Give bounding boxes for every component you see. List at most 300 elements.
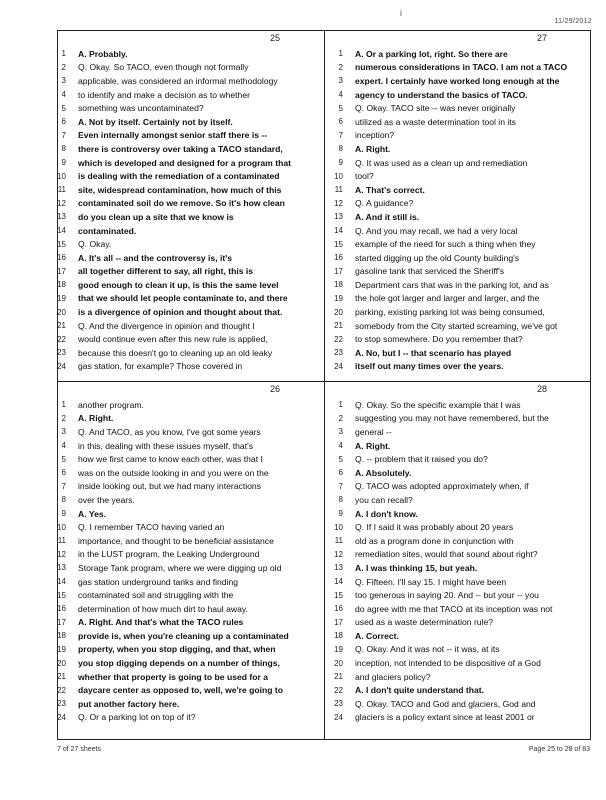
line-number: 8 (61, 495, 66, 505)
transcript-line (325, 643, 591, 657)
line-number: 19 (334, 644, 343, 654)
line-text: A. I don't know. (355, 508, 418, 519)
line-number: 5 (61, 103, 66, 113)
line-text: A. It's all -- and the controversy is, it's (78, 252, 233, 263)
transcript-line (58, 278, 324, 292)
line-number: 21 (334, 321, 343, 331)
line-text: started digging up the old County building's (355, 252, 520, 263)
page-quadrant (58, 382, 324, 732)
transcript-line (325, 74, 591, 88)
line-number: 22 (334, 685, 343, 695)
transcript-line (325, 629, 591, 643)
line-text: remediation sites, would that sound about right? (355, 549, 538, 560)
transcript-line (58, 561, 324, 575)
line-text: A. That's correct. (355, 184, 425, 195)
transcript-line (325, 466, 591, 480)
line-number: 23 (57, 348, 66, 358)
transcript-line (325, 278, 591, 292)
line-text: Q. And the divergence in opinion and thought I (78, 320, 255, 331)
line-number: 10 (57, 522, 66, 532)
line-number: 18 (334, 280, 343, 290)
transcript-line (325, 210, 591, 224)
line-number: 16 (57, 253, 66, 263)
line-number: 24 (57, 361, 66, 371)
line-number: 5 (61, 454, 66, 464)
line-number: 5 (338, 103, 343, 113)
line-text: gas station underground tanks and finding (78, 576, 239, 587)
line-number: 9 (61, 158, 66, 168)
line-number: 12 (57, 198, 66, 208)
line-text: do you clean up a site that we know is (78, 211, 234, 222)
line-text: Q. And you may recall, we had a very local (355, 225, 518, 236)
line-text: gas station, for example? Those covered in (78, 361, 243, 372)
line-number: 2 (61, 413, 66, 423)
line-number: 15 (334, 239, 343, 249)
line-number: 13 (334, 212, 343, 222)
line-text: Q. Okay. And it was not -- it was, at its (355, 644, 500, 655)
transcript-line (325, 575, 591, 589)
transcript-line (58, 210, 324, 224)
transcript-line (325, 507, 591, 521)
transcript-line (325, 332, 591, 346)
transcript-line (58, 169, 324, 183)
transcript-line (325, 169, 591, 183)
line-text: A. I don't quite understand that. (355, 685, 485, 696)
line-number: 22 (334, 334, 343, 344)
line-text: used as a waste determination rule? (355, 617, 494, 628)
page-range: Page 25 to 28 of 83 (528, 746, 590, 753)
line-text: Department cars that was in the parking lot, and as (355, 279, 549, 290)
line-text: A. Not by itself. Certainly not by itself. (78, 116, 233, 127)
line-text: to stop somewhere. Do you remember that? (355, 334, 523, 345)
transcript-line (58, 183, 324, 197)
line-number: 14 (57, 577, 66, 587)
line-text: there is controversy over taking a TACO standard, (78, 143, 283, 154)
transcript-line (325, 683, 591, 697)
line-number: 3 (338, 76, 343, 86)
line-number: 1 (338, 400, 343, 410)
line-text: A. Absolutely. (355, 467, 412, 478)
transcript-line (325, 319, 591, 333)
line-number: 2 (338, 62, 343, 72)
line-text: is dealing with the remediation of a contaminated (78, 171, 280, 182)
line-number: 4 (338, 90, 343, 100)
top-mark: i (400, 8, 402, 18)
line-number: 3 (338, 427, 343, 437)
line-text: parking, existing parking lot was being consumed, (355, 307, 545, 318)
transcript-line (58, 88, 324, 102)
line-number: 16 (334, 604, 343, 614)
line-text: contaminated soil do we remove. So it's how clean (78, 198, 285, 209)
line-number: 18 (57, 280, 66, 290)
line-text: Even internally amongst senior staff there is -- (78, 130, 268, 141)
line-number: 19 (57, 644, 66, 654)
line-text: utilized as a waste determination tool in its (355, 116, 516, 127)
line-number: 14 (334, 226, 343, 236)
transcript-line (58, 412, 324, 426)
line-text: agency to understand the basics of TACO. (355, 89, 528, 100)
transcript-line (325, 480, 591, 494)
line-text: gasoline tank that serviced the Sheriff's (355, 266, 505, 277)
line-number: 7 (61, 481, 66, 491)
transcript-line (325, 616, 591, 630)
transcript-line (58, 493, 324, 507)
line-text: old as a program done in conjunction with (355, 535, 514, 546)
line-text: the hole got larger and larger and larger, and the (355, 293, 540, 304)
line-text: A. Probably. (78, 48, 128, 59)
line-text: too generous in saying 20. And -- but your -- you (355, 590, 539, 601)
page-number: 27 (536, 33, 547, 43)
line-number: 17 (57, 266, 66, 276)
line-number: 20 (334, 307, 343, 317)
line-text: determination of how much dirt to haul away. (78, 603, 248, 614)
transcript-line (58, 452, 324, 466)
transcript-line (58, 683, 324, 697)
line-text: in the LUST program, the Leaking Underground (78, 549, 260, 560)
line-number: 21 (57, 321, 66, 331)
line-text: would continue even after this new rule is applied, (78, 334, 268, 345)
line-text: A. Correct. (355, 630, 399, 641)
line-text: importance, and thought to be beneficial assistance (78, 535, 274, 546)
transcript-line (325, 265, 591, 279)
line-text: A. Right. (78, 413, 114, 424)
line-number: 24 (334, 361, 343, 371)
line-number: 10 (57, 171, 66, 181)
line-text: itself out many times over the years. (355, 361, 504, 372)
transcript-line (58, 142, 324, 156)
line-number: 23 (334, 699, 343, 709)
line-number: 16 (334, 253, 343, 263)
transcript-line (58, 115, 324, 129)
transcript-line (325, 561, 591, 575)
transcript-lines (325, 398, 591, 724)
line-text: A. Yes. (78, 508, 107, 519)
line-number: 17 (57, 617, 66, 627)
line-text: was on the outside looking in and you were on the (78, 467, 269, 478)
line-text: you stop digging depends on a number of things, (78, 658, 280, 669)
transcript-line (325, 183, 591, 197)
line-number: 15 (57, 590, 66, 600)
line-number: 23 (334, 348, 343, 358)
transcript-line (325, 292, 591, 306)
transcript-line (58, 101, 324, 115)
line-number: 20 (57, 658, 66, 668)
line-text: put another factory here. (78, 698, 180, 709)
line-number: 15 (57, 239, 66, 249)
transcript-line (58, 670, 324, 684)
line-number: 7 (338, 481, 343, 491)
line-text: inside looking out, but we had many interactions (78, 481, 261, 492)
transcript-line (58, 643, 324, 657)
line-text: applicable, was considered an informal methodology (78, 75, 278, 86)
line-number: 12 (334, 198, 343, 208)
transcript-line (58, 224, 324, 238)
line-text: which is developed and designed for a program that (78, 157, 291, 168)
line-text: to identify and make a decision as to whether (78, 89, 250, 100)
transcript-line (325, 115, 591, 129)
line-text: Q. Okay. (78, 239, 112, 250)
line-number: 22 (57, 334, 66, 344)
transcript-line (325, 548, 591, 562)
transcript-line (325, 425, 591, 439)
transcript-line (58, 47, 324, 61)
line-number: 17 (334, 266, 343, 276)
line-number: 3 (61, 76, 66, 86)
line-text: A. Right. (355, 143, 391, 154)
line-number: 17 (334, 617, 343, 627)
transcript-line (325, 412, 591, 426)
transcript-line (58, 156, 324, 170)
line-text: A. Or a parking lot, right. So there are (355, 48, 508, 59)
transcript-line (58, 575, 324, 589)
line-number: 11 (334, 185, 343, 195)
transcript-line (325, 602, 591, 616)
line-text: Q. And TACO, as you know, I've got some years (78, 426, 261, 437)
line-text: A. I was thinking 15, but yeah. (355, 562, 478, 573)
line-text: another program. (78, 399, 144, 410)
line-text: how we first came to know each other, was that I (78, 454, 263, 465)
line-text: do agree with me that TACO at its inception was not (355, 603, 553, 614)
line-number: 20 (57, 307, 66, 317)
transcript-line (58, 656, 324, 670)
line-text: site, widespread contamination, how much of this (78, 184, 282, 195)
line-text: whether that property is going to be used for a (78, 671, 269, 682)
line-text: Q. If I said it was probably about 20 years (355, 522, 514, 533)
line-number: 18 (57, 631, 66, 641)
line-text: all together different to say, all right, this is (78, 266, 254, 277)
line-text: daycare center as opposed to, well, we're going to (78, 685, 284, 696)
transcript-line (58, 466, 324, 480)
transcript-line (58, 305, 324, 319)
line-number: 8 (338, 495, 343, 505)
transcript-line (58, 520, 324, 534)
transcript-line (58, 237, 324, 251)
transcript-line (325, 305, 591, 319)
line-text: Q. -- problem that it raised you do? (355, 454, 488, 465)
line-number: 2 (338, 413, 343, 423)
transcript-line (325, 656, 591, 670)
line-number: 7 (61, 130, 66, 140)
line-number: 21 (334, 672, 343, 682)
transcript-line (325, 346, 591, 360)
transcript-line (325, 224, 591, 238)
line-number: 13 (57, 563, 66, 573)
line-number: 11 (57, 185, 66, 195)
transcript-line (58, 74, 324, 88)
line-text: property, when you stop digging, and that, when (78, 644, 276, 655)
line-text: good enough to clean it up, is this the same level (78, 279, 279, 290)
line-text: Q. Or a parking lot on top of it? (78, 712, 196, 723)
line-number: 9 (338, 158, 343, 168)
line-text: A. Right. And that's what the TACO rules (78, 617, 244, 628)
page-number: 25 (269, 33, 280, 43)
page-quadrant (325, 31, 591, 381)
line-number: 11 (334, 536, 343, 546)
transcript-line (58, 439, 324, 453)
line-number: 3 (61, 427, 66, 437)
line-text: inception, not intended to be dispositive of a God (355, 658, 541, 669)
transcript-line (58, 265, 324, 279)
line-text: suggesting you may not have remembered, but the (355, 413, 549, 424)
transcript-line (325, 670, 591, 684)
transcript-line (58, 534, 324, 548)
line-number: 24 (57, 712, 66, 722)
transcript-line (58, 332, 324, 346)
transcript-line (325, 61, 591, 75)
transcript-line (58, 398, 324, 412)
line-text: Q. TACO was adopted approximately when, if (355, 481, 529, 492)
line-text: contaminated. (78, 225, 137, 236)
transcript-line (58, 346, 324, 360)
transcript-line (58, 616, 324, 630)
line-number: 15 (334, 590, 343, 600)
transcript-line (325, 101, 591, 115)
transcript-line (325, 156, 591, 170)
transcript-line (325, 711, 591, 725)
transcript-lines (58, 398, 324, 724)
line-number: 1 (61, 49, 66, 59)
transcript-line (325, 439, 591, 453)
transcript-line (58, 588, 324, 602)
line-number: 19 (334, 293, 343, 303)
line-text: tool? (355, 171, 374, 182)
line-number: 4 (338, 441, 343, 451)
transcript-lines (58, 47, 324, 373)
line-number: 4 (61, 90, 66, 100)
line-number: 4 (61, 441, 66, 451)
line-number: 12 (334, 549, 343, 559)
line-text: Q. Okay. TACO site -- was never originally (355, 103, 516, 114)
line-text: A. Right. (355, 440, 391, 451)
transcript-line (58, 292, 324, 306)
line-text: expert. I certainly have worked long enough at the (355, 75, 560, 86)
transcript-date: 11/29/2012 (554, 18, 592, 25)
line-number: 14 (334, 577, 343, 587)
line-number: 1 (338, 49, 343, 59)
transcript-line (58, 61, 324, 75)
transcript-line (58, 697, 324, 711)
page-quadrant (58, 31, 324, 381)
transcript-line (58, 548, 324, 562)
line-number: 19 (57, 293, 66, 303)
transcript-line (58, 251, 324, 265)
transcript-line (325, 398, 591, 412)
line-number: 2 (61, 62, 66, 72)
line-number: 6 (61, 468, 66, 478)
line-text: somebody from the City started screaming, we've got (355, 320, 558, 331)
line-number: 6 (338, 117, 343, 127)
line-text: is a divergence of opinion and thought about that. (78, 307, 283, 318)
transcript-line (58, 129, 324, 143)
transcript-line (58, 480, 324, 494)
line-number: 1 (61, 400, 66, 410)
line-number: 9 (338, 509, 343, 519)
line-number: 7 (338, 130, 343, 140)
line-text: provide is, when you're cleaning up a contaminated (78, 630, 289, 641)
transcript-line (58, 425, 324, 439)
line-text: something was uncontaminated? (78, 103, 204, 114)
page-number: 26 (269, 384, 280, 394)
line-number: 8 (338, 144, 343, 154)
line-text: Q. I remember TACO having varied an (78, 522, 225, 533)
sheet-count: 7 of 27 sheets (57, 746, 101, 753)
line-text: Q. Fifteen. I'll say 15. I might have been (355, 576, 507, 587)
line-text: glaciers is a policy extant since at least 2001 or (355, 712, 535, 723)
transcript-line (58, 197, 324, 211)
line-number: 10 (334, 171, 343, 181)
line-text: you can recall? (355, 494, 413, 505)
line-number: 11 (57, 536, 66, 546)
line-text: and glaciers policy? (355, 671, 431, 682)
transcript-line (325, 493, 591, 507)
transcript-line (325, 237, 591, 251)
line-number: 21 (57, 672, 66, 682)
line-number: 10 (334, 522, 343, 532)
transcript-line (325, 697, 591, 711)
transcript-line (325, 520, 591, 534)
transcript-line (325, 129, 591, 143)
page-quadrant (325, 382, 591, 732)
line-text: Q. Okay. TACO and God and glaciers, God and (355, 698, 536, 709)
line-text: Q. It was used as a clean up and remediation (355, 157, 528, 168)
line-number: 24 (334, 712, 343, 722)
line-text: that we should let people contaminate to, and there (78, 293, 288, 304)
transcript-line (58, 711, 324, 725)
line-number: 23 (57, 699, 66, 709)
line-text: Q. A guidance? (355, 198, 414, 209)
transcript-line (58, 629, 324, 643)
line-number: 9 (61, 509, 66, 519)
line-text: Q. Okay. So TACO, even though not formally (78, 62, 249, 73)
transcript-line (325, 360, 591, 374)
line-number: 6 (338, 468, 343, 478)
line-text: A. No, but I -- that scenario has played (355, 347, 512, 358)
transcript-line (325, 142, 591, 156)
line-text: general -- (355, 426, 392, 437)
line-number: 12 (57, 549, 66, 559)
transcript-line (58, 507, 324, 521)
line-number: 16 (57, 604, 66, 614)
line-text: in this, dealing with these issues myself, that's (78, 440, 254, 451)
line-number: 8 (61, 144, 66, 154)
line-text: numerous considerations in TACO. I am not a TACO (355, 62, 568, 73)
transcript-lines (325, 47, 591, 373)
line-number: 14 (57, 226, 66, 236)
line-number: 6 (61, 117, 66, 127)
line-number: 13 (57, 212, 66, 222)
transcript-line (325, 251, 591, 265)
transcript-line (325, 197, 591, 211)
line-text: Storage Tank program, where we were digging up old (78, 562, 282, 573)
line-text: because this doesn't go to cleaning up an old leaky (78, 347, 273, 358)
line-number: 13 (334, 563, 343, 573)
line-text: A. And it still is. (355, 211, 420, 222)
line-text: contaminated soil and struggling with the (78, 590, 234, 601)
page-number: 28 (536, 384, 547, 394)
line-number: 22 (57, 685, 66, 695)
transcript-sheet (57, 30, 591, 740)
line-number: 20 (334, 658, 343, 668)
transcript-line (58, 602, 324, 616)
transcript-line (325, 588, 591, 602)
line-text: inception? (355, 130, 395, 141)
transcript-line (58, 360, 324, 374)
line-number: 18 (334, 631, 343, 641)
transcript-line (325, 47, 591, 61)
transcript-line (325, 452, 591, 466)
line-text: example of the need for such a thing when they (355, 239, 536, 250)
transcript-line (58, 319, 324, 333)
